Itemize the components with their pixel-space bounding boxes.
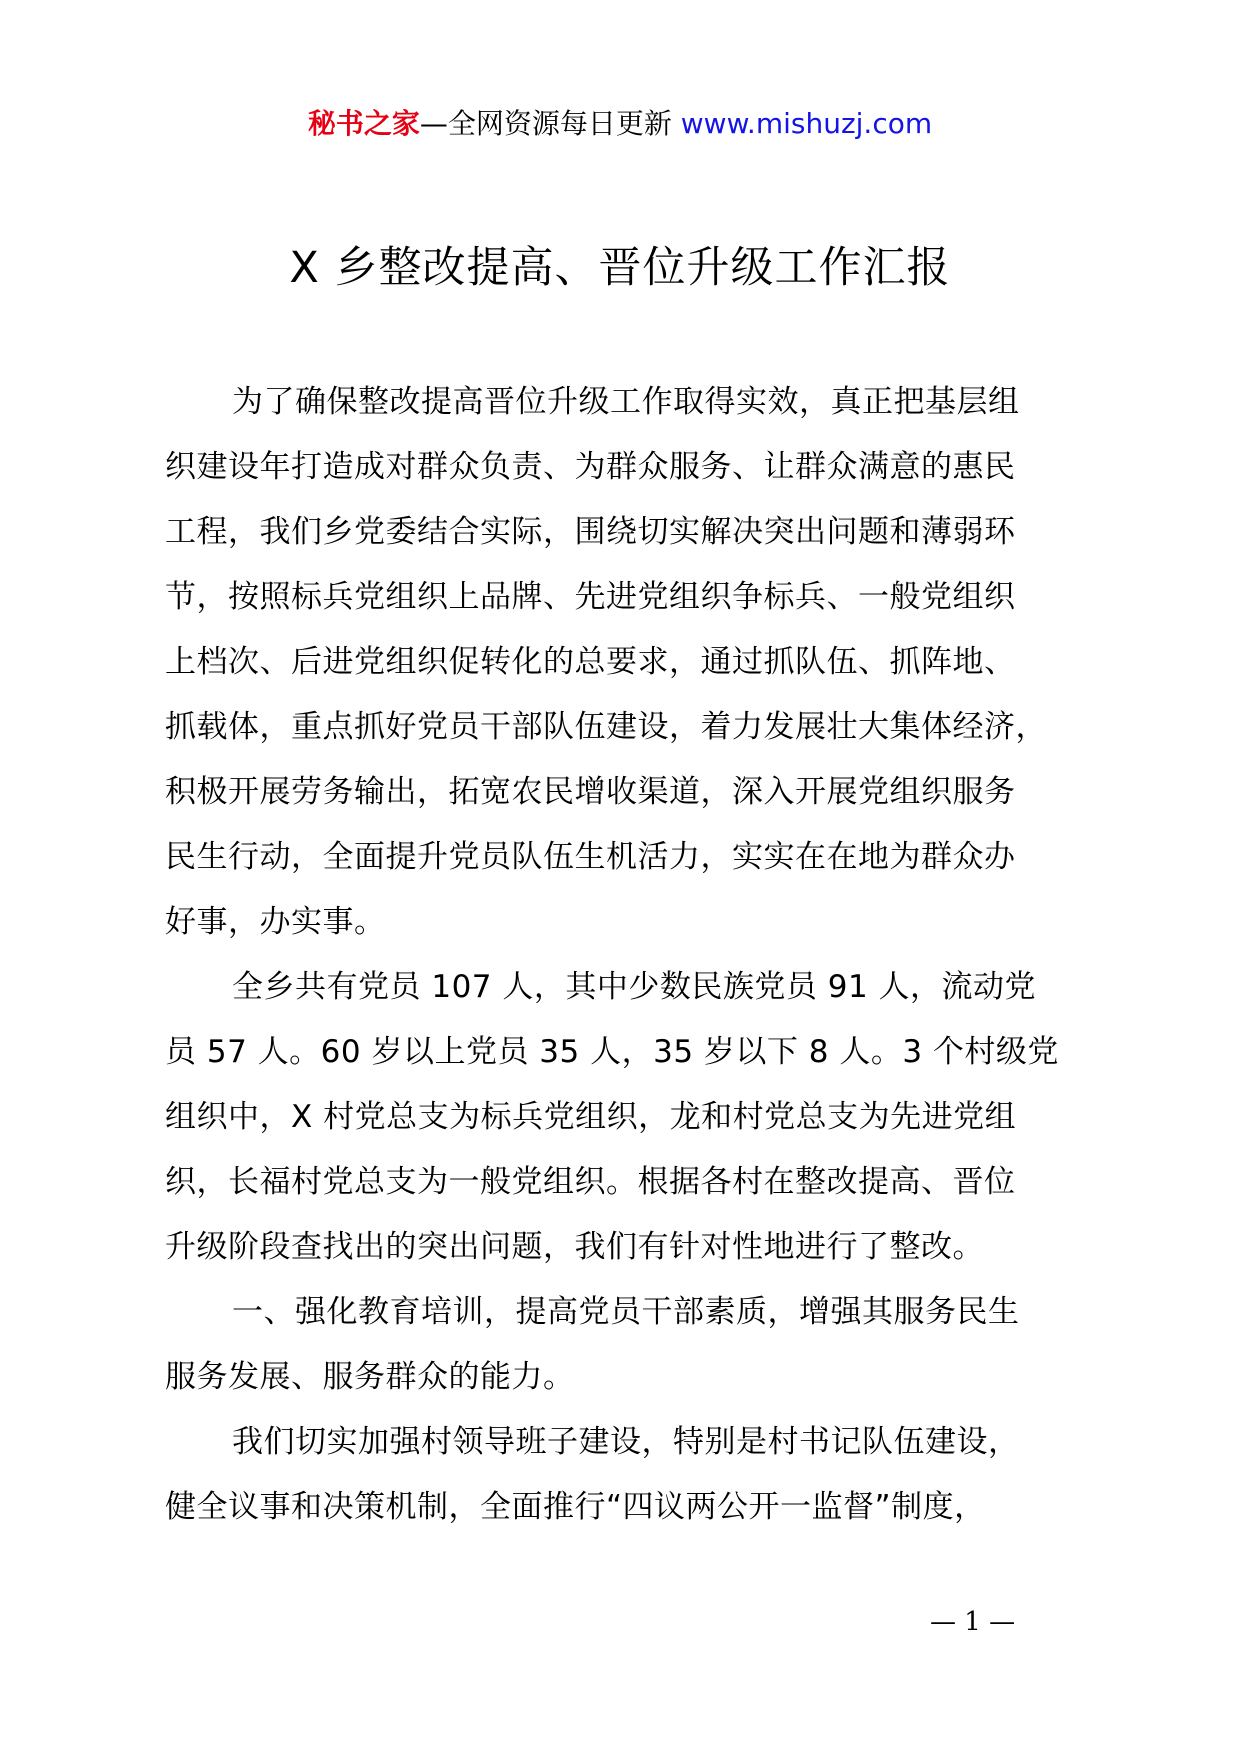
document-title: X 乡整改提高、晋位升级工作汇报 (289, 243, 951, 293)
paragraph-line: 工程，我们乡党委结合实际，围绕切实解决突出问题和薄弱环 (165, 514, 1016, 550)
paragraph-line: 健全议事和决策机制，全面推行“四议两公开一监督”制度， (165, 1489, 986, 1525)
site-url-link[interactable]: www.mishuzj.com (680, 107, 933, 140)
paragraph-line: 织，长福村党总支为一般党组织。根据各村在整改提高、晋位 (165, 1164, 1016, 1200)
brand-name: 秘书之家 (307, 107, 420, 140)
paragraph-line: 织建设年打造成对群众负责、为群众服务、让群众满意的惠民 (165, 449, 1016, 485)
paragraph-line: 民生行动，全面提升党员队伍生机活力，实实在在地为群众办 (165, 839, 1016, 875)
paragraph-line: 全乡共有党员 107 人，其中少数民族党员 91 人，流动党 (232, 969, 1037, 1005)
paragraph-line: 组织中，X 村党总支为标兵党组织，龙和村党总支为先进党组 (165, 1099, 1017, 1135)
paragraph-line: 好事，办实事。 (165, 904, 386, 940)
paragraph-line: 升级阶段查找出的突出问题，我们有针对性地进行了整改。 (165, 1229, 984, 1265)
page-number: — 1 — (930, 1607, 1016, 1637)
document-body (165, 370, 1085, 1540)
paragraph-line: 我们切实加强村领导班子建设，特别是村书记队伍建设， (232, 1424, 1020, 1460)
paragraph-line: 节，按照标兵党组织上品牌、先进党组织争标兵、一般党组织 (165, 579, 1016, 615)
banner-tagline: —全网资源每日更新 (419, 107, 681, 140)
paragraph-line: 抓载体，重点抓好党员干部队伍建设，着力发展壮大集体经济， (165, 709, 1047, 745)
paragraph-line: 为了确保整改提高晋位升级工作取得实效，真正把基层组 (232, 384, 1020, 420)
paragraph-line: 员 57 人。60 岁以上党员 35 人，35 岁以下 8 人。3 个村级党 (165, 1034, 1059, 1070)
section-heading-line: 一、强化教育培训，提高党员干部素质，增强其服务民生 (232, 1294, 1020, 1330)
paragraph-line: 积极开展劳务输出，拓宽农民增收渠道，深入开展党组织服务 (165, 774, 1016, 810)
section-heading-line: 服务发展、服务群众的能力。 (165, 1359, 575, 1395)
site-banner (0, 104, 1240, 144)
paragraph-line: 上档次、后进党组织促转化的总要求，通过抓队伍、抓阵地、 (165, 644, 1016, 680)
